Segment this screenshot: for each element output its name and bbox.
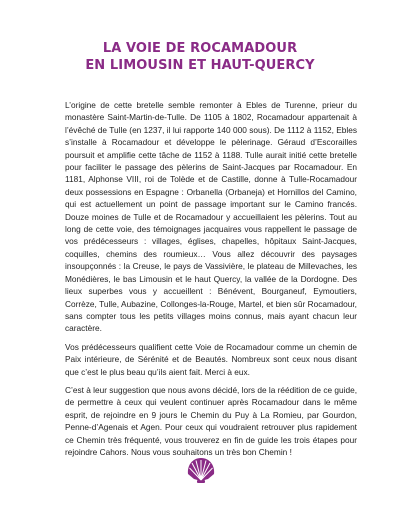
scallop-shell-icon [185, 454, 217, 486]
title-line-1: LA VOIE DE ROCAMADOUR [102, 41, 298, 56]
paragraph-2: Vos prédécesseurs qualifient cette Voie de Rocamadour comme un chemin de Paix intérieure, de Sérénité et de Beautés. Nombreux sont ceux nous disant que c’est le plus beau qu’ils aient fait. Merci à eux. [65, 341, 357, 377]
page-title [0, 40, 400, 74]
body-text [65, 99, 357, 464]
paragraph-3: C’est à leur suggestion que nous avons décidé, lors de la réédition de ce guide, de permettre à ceux qui veulent continuer après Rocamadour dans le même esprit, de rejoindre en 9 jours le Chemin du Puy à La Romieu, par Gourdon, Penne-d’Agenais et Agen. Pour ceux qui voudraient retrouver plus rapidement ce Chemin très fréquenté, vous trouverez en fin de guide les trois étapes pour rejoindre Cahors. Nous vous souhaitons un très bon Chemin ! [65, 384, 357, 457]
paragraph-1: L’origine de cette bretelle semble remonter à Ebles de Turenne, prieur du monastère Saint-Martin-de-Tulle. De 1105 à 1802, Rocamadour appartenait à l’évêché de Tulle (en 1237, il lui rapporte 140 000 sous). De 1112 à 1152, Ebles s’installe à Rocamadour et développe le pèlerinage. Géraud d’Escorailles poursuit et amplifie cette tâche de 1152 à 1188. Tulle aurait initié cette bretelle pour faciliter le passage des pèlerins de Saint-Jacques par Rocamadour. En 1181, Alphonse VIII, roi de Tolède et de Castille, donne à Tulle-Rocamadour deux possessions en Espagne : Orbanella (Orbaneja) et Hornillos del Camino, qui est actuellement un point de passage important sur le Camino francés. Douze moines de Tulle et de Rocamadour y accueillaient les pèlerins. Tout au long de cette voie, des témoignages jacquaires vous rappellent le passage de vos prédécesseurs : villages, églises, chapelles, hôpitaux Saint-Jacques, coquilles, chemins des roumieux… Vous allez découvrir des paysages insoupçonnés : la Creuse, le pays de Vassivière, le plateau de Millevaches, les Monédières, le bas Limousin et le haut Quercy, la vallée de la Dordogne. Des lieux superbes vous y accueillent : Bénévent, Bourganeuf, Eymoutiers, Corrèze, Tulle, Aubazine, Collonges-la-Rouge, Martel, et bien sûr Rocamadour, sans compter tous les petits villages moins connus, mais ayant chacun leur caractère. [65, 100, 357, 334]
title-line-2: EN LIMOUSIN ET HAUT-QUERCY [85, 58, 315, 73]
